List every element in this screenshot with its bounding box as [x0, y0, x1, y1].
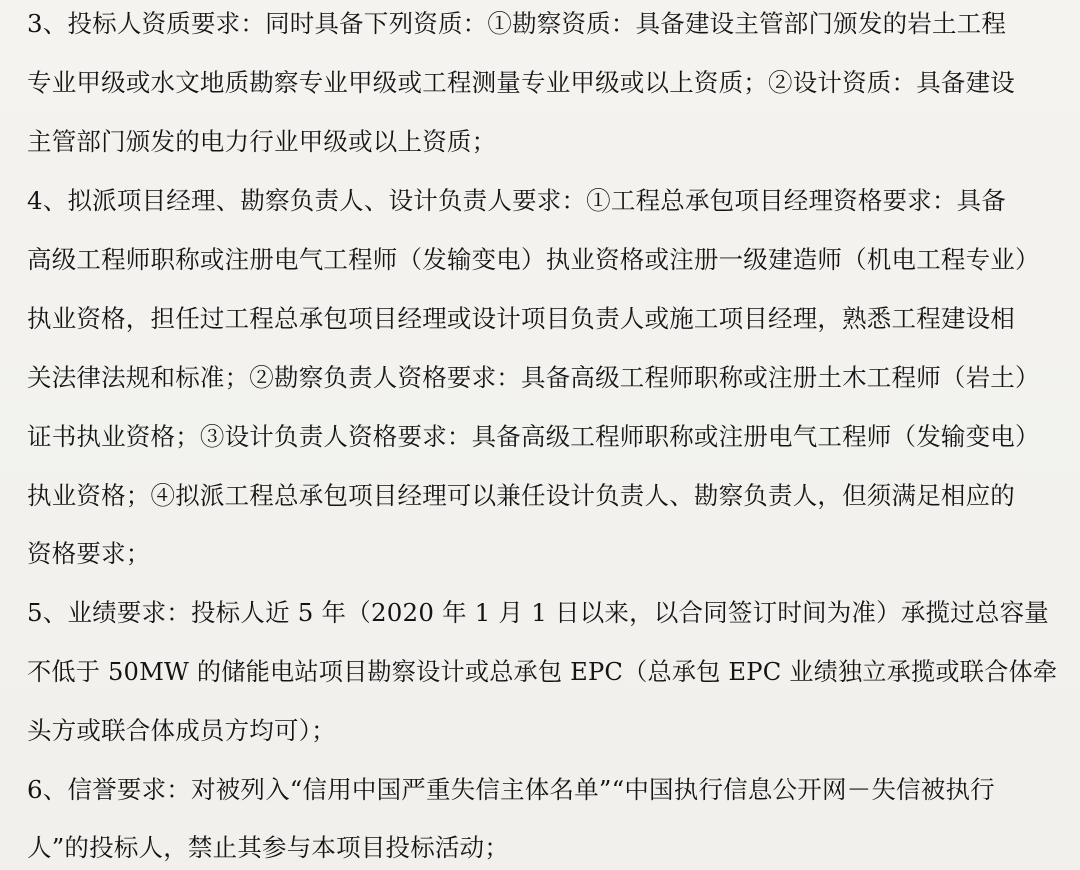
- text-line-2: 专业甲级或水文地质勘察专业甲级或工程测量专业甲级或以上资质；②设计资质：具备建设: [27, 68, 1015, 97]
- text-line-5: 高级工程师职称或注册电气工程师（发输变电）执业资格或注册一级建造师（机电工程专业）: [27, 245, 1040, 274]
- text-line-11: 5、业绩要求：投标人近 5 年（2020 年 1 月 1 日以来，以合同签订时间为准）承揽过总容量: [27, 598, 1050, 627]
- text-line-9: 执业资格；④拟派工程总承包项目经理可以兼任设计负责人、勘察负责人，但须满足相应的: [27, 481, 1015, 510]
- text-line-15: 人”的投标人，禁止其参与本项目投标活动；: [27, 833, 510, 862]
- text-line-13: 头方或联合体成员方均可）；: [27, 716, 336, 745]
- text-line-8: 证书执业资格；③设计负责人资格要求：具备高级工程师职称或注册电气工程师（发输变电）: [27, 422, 1040, 451]
- text-line-6: 执业资格，担任过工程总承包项目经理或设计项目负责人或施工项目经理，熟悉工程建设相: [27, 304, 1015, 333]
- text-line-10: 资格要求；: [27, 539, 151, 568]
- text-line-4: 4、拟派项目经理、勘察负责人、设计负责人要求：①工程总承包项目经理资格要求：具备: [27, 186, 1007, 215]
- text-line-12: 不低于 50MW 的储能电站项目勘察设计或总承包 EPC（总承包 EPC 业绩独立承揽或联合体牵: [27, 658, 1058, 686]
- text-line-7: 关法律法规和标准；②勘察负责人资格要求：具备高级工程师职称或注册土木工程师（岩土）: [27, 363, 1040, 392]
- text-line-1: 3、投标人资质要求：同时具备下列资质：①勘察资质：具备建设主管部门颁发的岩土工程: [27, 9, 1007, 38]
- text-line-14: 6、信誉要求：对被列入“信用中国严重失信主体名单”“中国执行信息公开网－失信被执行: [27, 775, 995, 804]
- text-line-3: 主管部门颁发的电力行业甲级或以上资质；: [27, 127, 497, 156]
